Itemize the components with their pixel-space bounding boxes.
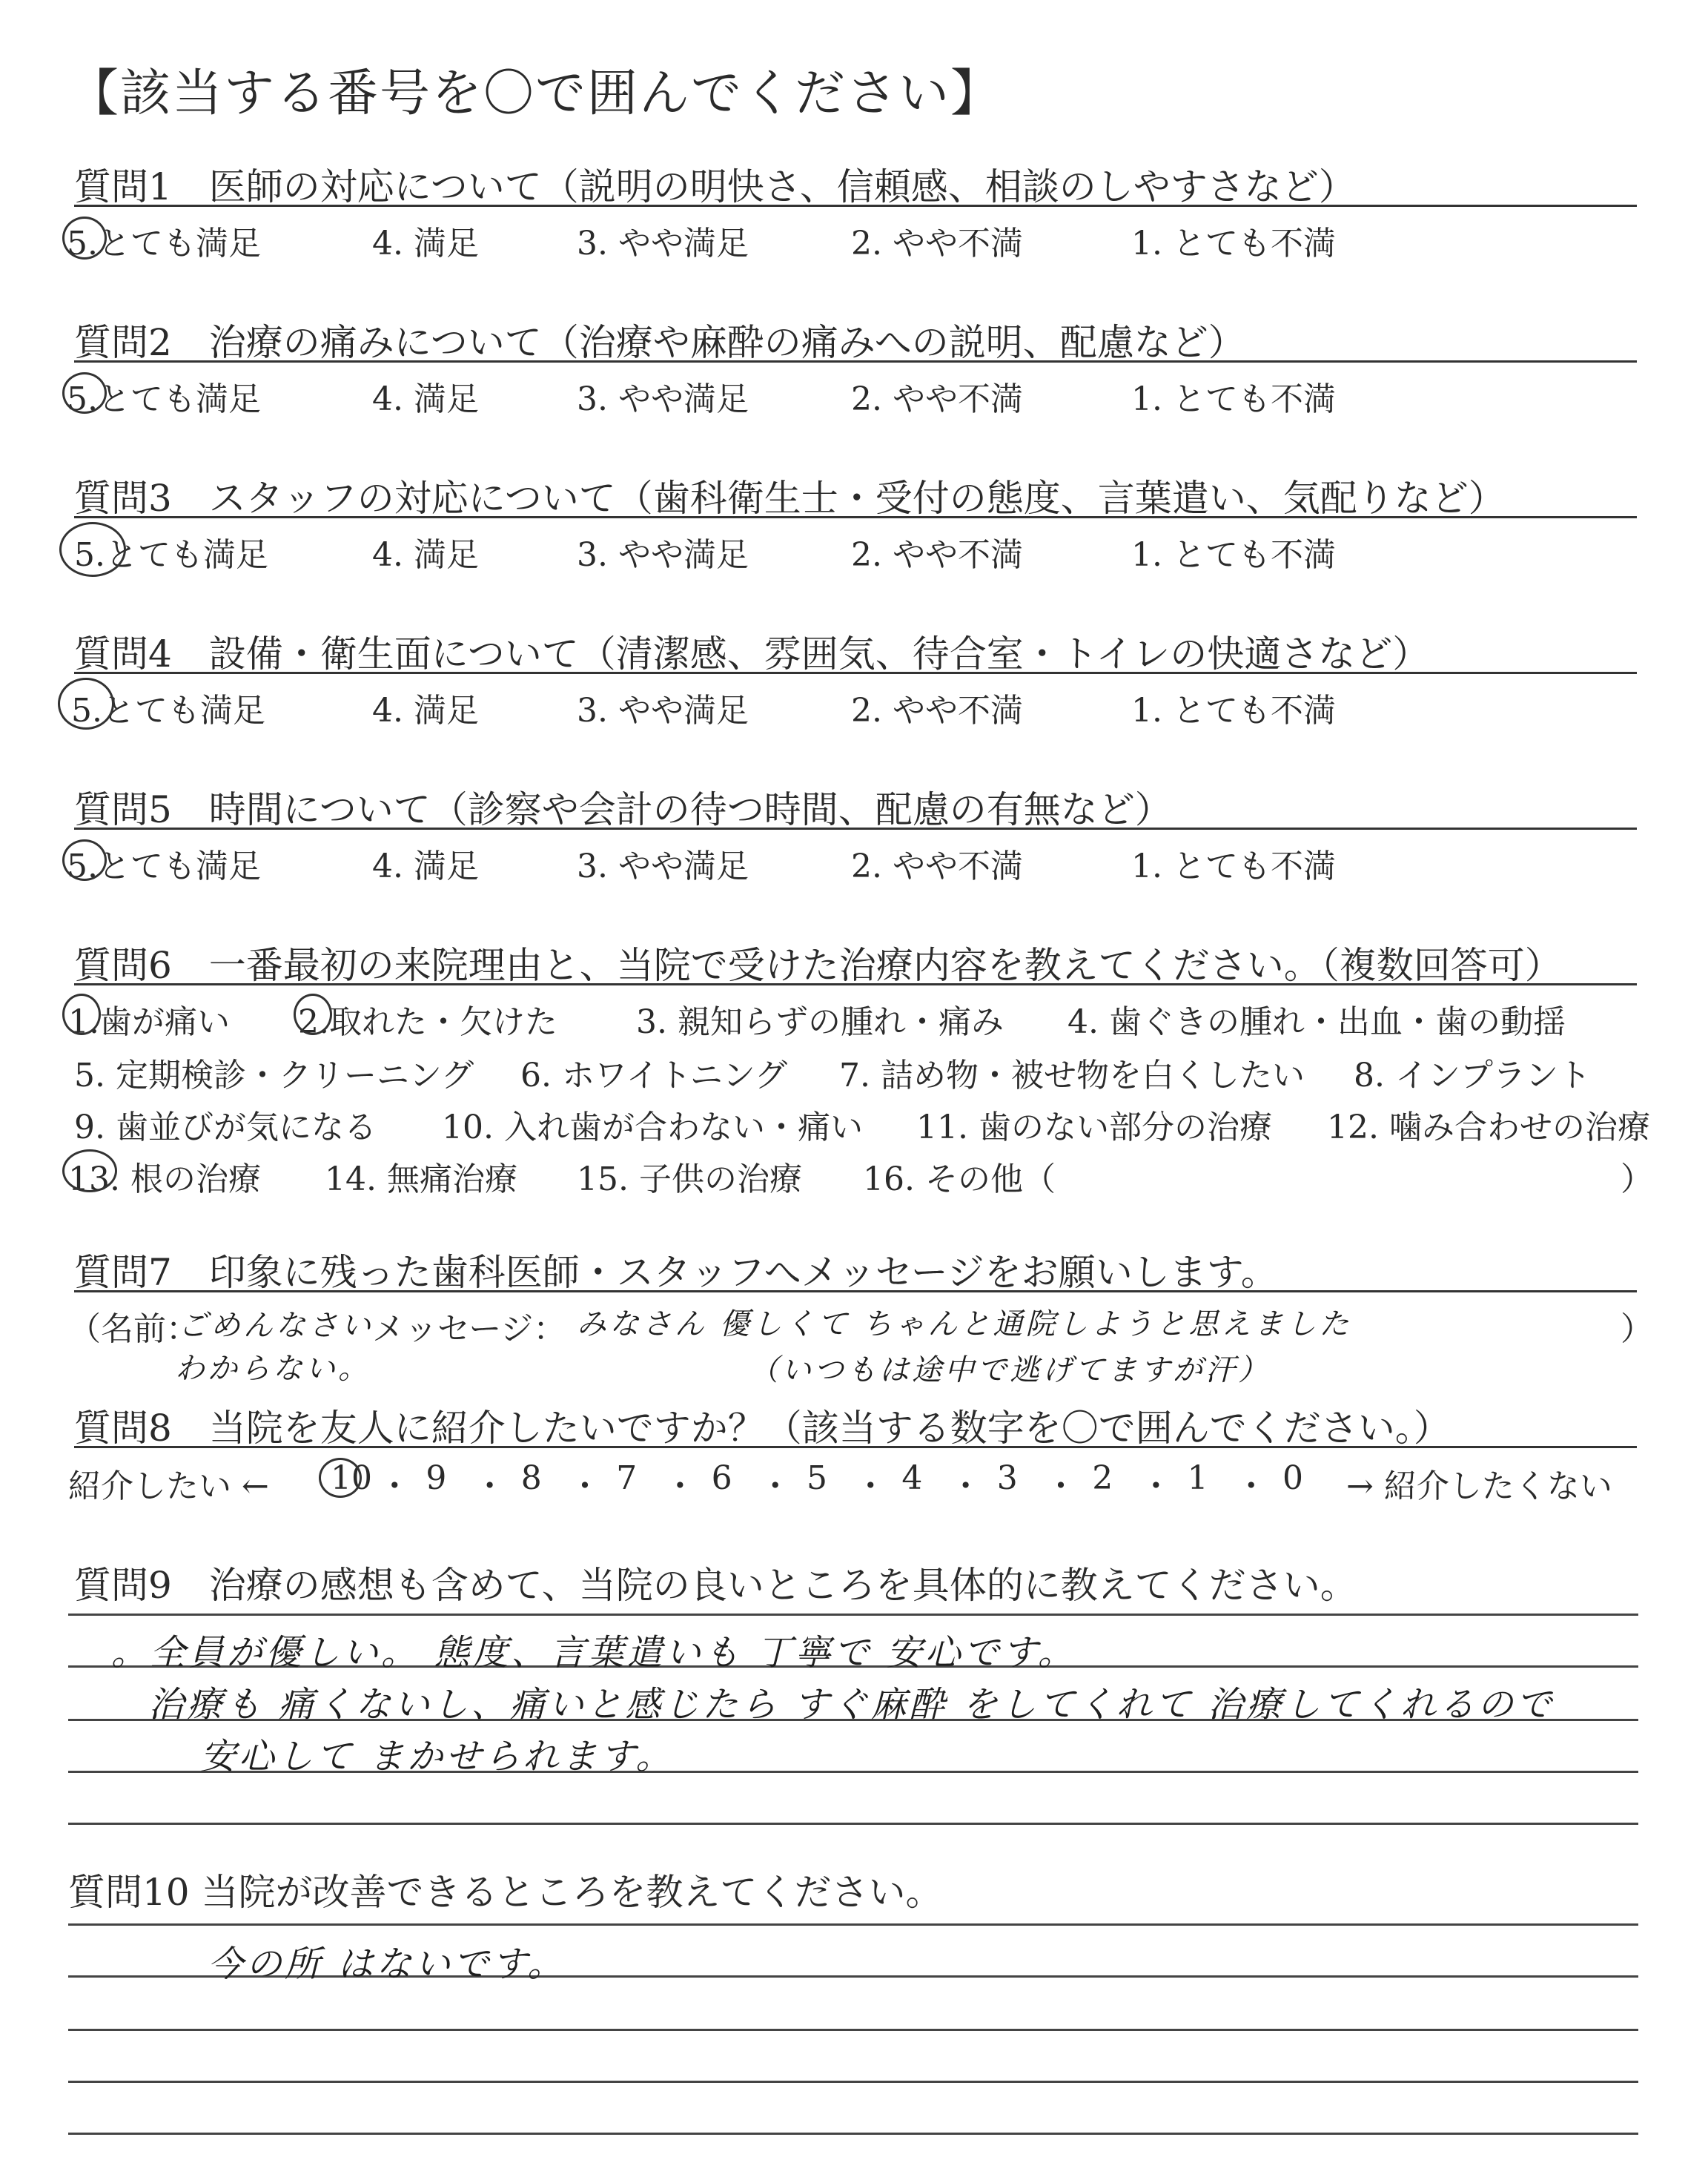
q5-option-3[interactable]: 3. やや満足 <box>577 848 749 885</box>
q4-option-4[interactable]: 4. 満足 <box>372 692 479 730</box>
q10-line-3 <box>68 2029 1638 2031</box>
q8-scale-separator: ・ <box>1045 1467 1077 1505</box>
q7-name-value-line1[interactable]: ごめんなさい <box>178 1309 374 1343</box>
q6-option-1[interactable]: 1.歯が痛い <box>68 1003 230 1041</box>
q2-option-3[interactable]: 3. やや満足 <box>577 380 749 418</box>
q1-answer-circle <box>62 217 107 260</box>
q8-scale-value-1[interactable]: 1 <box>1187 1459 1208 1497</box>
q5-option-5[interactable]: 5.とても満足 <box>67 848 261 885</box>
q8-answer-circle <box>319 1458 362 1498</box>
q3-option-1[interactable]: 1. とても不満 <box>1131 536 1336 574</box>
q6-option-13[interactable]: 13. 根の治療 <box>68 1160 261 1198</box>
q7-message-line2[interactable]: （いつもは途中で逃げてますが汗） <box>749 1353 1271 1387</box>
q8-scale-value-0[interactable]: 0 <box>1282 1459 1303 1497</box>
q8-scale-value-6[interactable]: 6 <box>711 1459 732 1497</box>
q6-option-2[interactable]: 2.取れた・欠けた <box>298 1003 557 1041</box>
q3-option-3[interactable]: 3. やや満足 <box>577 536 749 574</box>
q2-option-5[interactable]: 5.とても満足 <box>67 380 261 418</box>
question-8-rule <box>74 1446 1637 1448</box>
q10-line-5 <box>68 2133 1638 2135</box>
q6-answer-circle-1 <box>62 994 101 1035</box>
question-7-rule <box>74 1290 1637 1292</box>
q8-left-label: 紹介したい ← <box>68 1467 269 1505</box>
question-1-title: 質問1 医師の対応について（説明の明快さ、信頼感、相談のしやすさなど） <box>74 165 1356 208</box>
q9-answer-line1[interactable]: 。全員が優しい。 態度、言葉遣いも 丁寧で 安心です。 <box>111 1632 1076 1674</box>
question-9-title: 質問9 治療の感想も含めて、当院の良いところを具体的に教えてください。 <box>74 1564 1357 1607</box>
question-6-rule <box>74 983 1637 985</box>
q3-option-5[interactable]: 5.とても満足 <box>74 536 268 574</box>
q7-name-value-line2[interactable]: わからない。 <box>175 1352 371 1386</box>
q6-option-6[interactable]: 6. ホワイトニング <box>520 1057 788 1094</box>
q8-scale-separator: ・ <box>854 1467 887 1505</box>
question-3-title: 質問3 スタッフの対応について（歯科衛生士・受付の態度、言葉遣い、気配りなど） <box>74 477 1506 520</box>
q8-scale-separator: ・ <box>663 1467 697 1505</box>
question-10-title: 質問10 当院が改善できるところを教えてください。 <box>68 1871 943 1914</box>
q6-other-close-paren: ） <box>1621 1160 1653 1198</box>
q2-option-2[interactable]: 2. やや不満 <box>851 380 1023 418</box>
q1-option-5[interactable]: 5.とても満足 <box>67 225 261 262</box>
question-3-rule <box>74 516 1637 518</box>
q5-option-4[interactable]: 4. 満足 <box>372 848 479 885</box>
q8-scale-value-3[interactable]: 3 <box>996 1459 1018 1497</box>
question-4-title: 質問4 設備・衛生面について（清潔感、雰囲気、待合室・トイレの快適さなど） <box>74 633 1430 676</box>
question-8-title: 質問8 当院を友人に紹介したいですか？（該当する数字を〇で囲んでください。） <box>74 1407 1451 1450</box>
q8-scale-value-5[interactable]: 5 <box>807 1459 827 1497</box>
q8-scale-separator: ・ <box>949 1467 982 1505</box>
q8-scale-separator: ・ <box>569 1467 601 1505</box>
q6-option-11[interactable]: 11. 歯のない部分の治療 <box>916 1109 1272 1146</box>
q3-option-2[interactable]: 2. やや不満 <box>851 536 1023 574</box>
q7-name-label: （名前： <box>68 1310 199 1348</box>
q1-option-1[interactable]: 1. とても不満 <box>1131 225 1336 262</box>
q3-option-4[interactable]: 4. 満足 <box>372 536 479 574</box>
page-title: 【該当する番号を〇で囲んでください】 <box>68 65 1003 123</box>
q5-option-2[interactable]: 2. やや不満 <box>851 848 1023 885</box>
q8-scale-separator: ・ <box>473 1467 506 1505</box>
q6-option-10[interactable]: 10. 入れ歯が合わない・痛い <box>442 1109 863 1146</box>
q8-scale-value-8[interactable]: 8 <box>520 1459 542 1497</box>
q4-option-1[interactable]: 1. とても不満 <box>1131 692 1336 730</box>
q7-message-label: メッセージ： <box>372 1310 566 1348</box>
q6-option-3[interactable]: 3. 親知らずの腫れ・痛み <box>636 1003 1004 1041</box>
question-5-rule <box>74 828 1637 830</box>
q8-scale-separator: ・ <box>1234 1467 1268 1505</box>
q4-answer-circle <box>58 678 114 730</box>
q6-option-8[interactable]: 8. インプラント <box>1354 1057 1591 1094</box>
q9-line-5 <box>68 1823 1638 1825</box>
q8-right-label: → 紹介したくない <box>1346 1467 1612 1505</box>
q10-line-4 <box>68 2081 1638 2083</box>
q4-option-2[interactable]: 2. やや不満 <box>851 692 1023 730</box>
q5-answer-circle <box>62 839 107 881</box>
question-6-title: 質問6 一番最初の来院理由と、当院で受けた治療内容を教えてください。（複数回答可） <box>74 944 1562 987</box>
q2-option-4[interactable]: 4. 満足 <box>372 380 479 418</box>
q6-option-4[interactable]: 4. 歯ぐきの腫れ・出血・歯の動揺 <box>1068 1003 1566 1041</box>
q8-scale-value-10[interactable]: 10 <box>331 1459 372 1497</box>
q6-answer-circle-2 <box>294 994 332 1035</box>
question-1-rule <box>74 205 1637 207</box>
q7-close-paren: ） <box>1621 1310 1653 1348</box>
question-7-title: 質問7 印象に残った歯科医師・スタッフへメッセージをお願いします。 <box>74 1251 1278 1294</box>
q7-message-line1[interactable]: みなさん 優しくて ちゃんと通院しようと思えました <box>577 1307 1352 1341</box>
q8-scale-separator: ・ <box>378 1467 411 1505</box>
q6-option-7[interactable]: 7. 詰め物・被せ物を白くしたい <box>839 1057 1305 1094</box>
q3-answer-circle <box>59 522 126 577</box>
question-2-rule <box>74 360 1637 363</box>
q9-answer-line2[interactable]: 治療も 痛くないし、痛いと感じたら すぐ麻酔 をしてくれて 治療してくれるので <box>148 1684 1555 1725</box>
q6-option-12[interactable]: 12. 噛み合わせの治療 <box>1327 1109 1650 1146</box>
question-2-title: 質問2 治療の痛みについて（治療や麻酔の痛みへの説明、配慮など） <box>74 321 1245 364</box>
question-4-rule <box>74 672 1637 674</box>
q4-option-3[interactable]: 3. やや満足 <box>577 692 749 730</box>
q8-scale-separator: ・ <box>1139 1467 1173 1505</box>
q5-option-1[interactable]: 1. とても不満 <box>1131 848 1336 885</box>
q8-scale-separator: ・ <box>758 1467 792 1505</box>
q1-option-2[interactable]: 2. やや不満 <box>851 225 1023 262</box>
q8-scale-value-4[interactable]: 4 <box>901 1459 923 1497</box>
q6-option-14[interactable]: 14. 無痛治療 <box>325 1160 517 1198</box>
q9-answer-line3[interactable]: 安心して まかせられます。 <box>200 1736 675 1777</box>
q8-scale-value-7[interactable]: 7 <box>616 1459 638 1497</box>
q2-option-1[interactable]: 1. とても不満 <box>1131 380 1336 418</box>
q1-option-4[interactable]: 4. 満足 <box>372 225 479 262</box>
q8-scale-value-9[interactable]: 9 <box>426 1459 447 1497</box>
q9-line-1 <box>68 1614 1638 1616</box>
q6-option-5[interactable]: 5. 定期検診・クリーニング <box>74 1057 474 1094</box>
q8-scale-value-2[interactable]: 2 <box>1092 1459 1113 1497</box>
q6-answer-circle-13 <box>62 1149 117 1192</box>
q6-option-16[interactable]: 16. その他（ <box>863 1160 1056 1198</box>
q6-option-9[interactable]: 9. 歯並びが気になる <box>74 1109 377 1146</box>
q10-answer-line1[interactable]: 今の所 はないです。 <box>208 1943 566 1985</box>
q10-line-1 <box>68 1923 1638 1926</box>
question-5-title: 質問5 時間について（診察や会計の待つ時間、配慮の有無など） <box>74 788 1172 831</box>
q2-answer-circle <box>62 372 107 414</box>
q4-option-5[interactable]: 5.とても満足 <box>71 692 265 730</box>
q1-option-3[interactable]: 3. やや満足 <box>577 225 749 262</box>
q6-option-15[interactable]: 15. 子供の治療 <box>577 1160 802 1198</box>
